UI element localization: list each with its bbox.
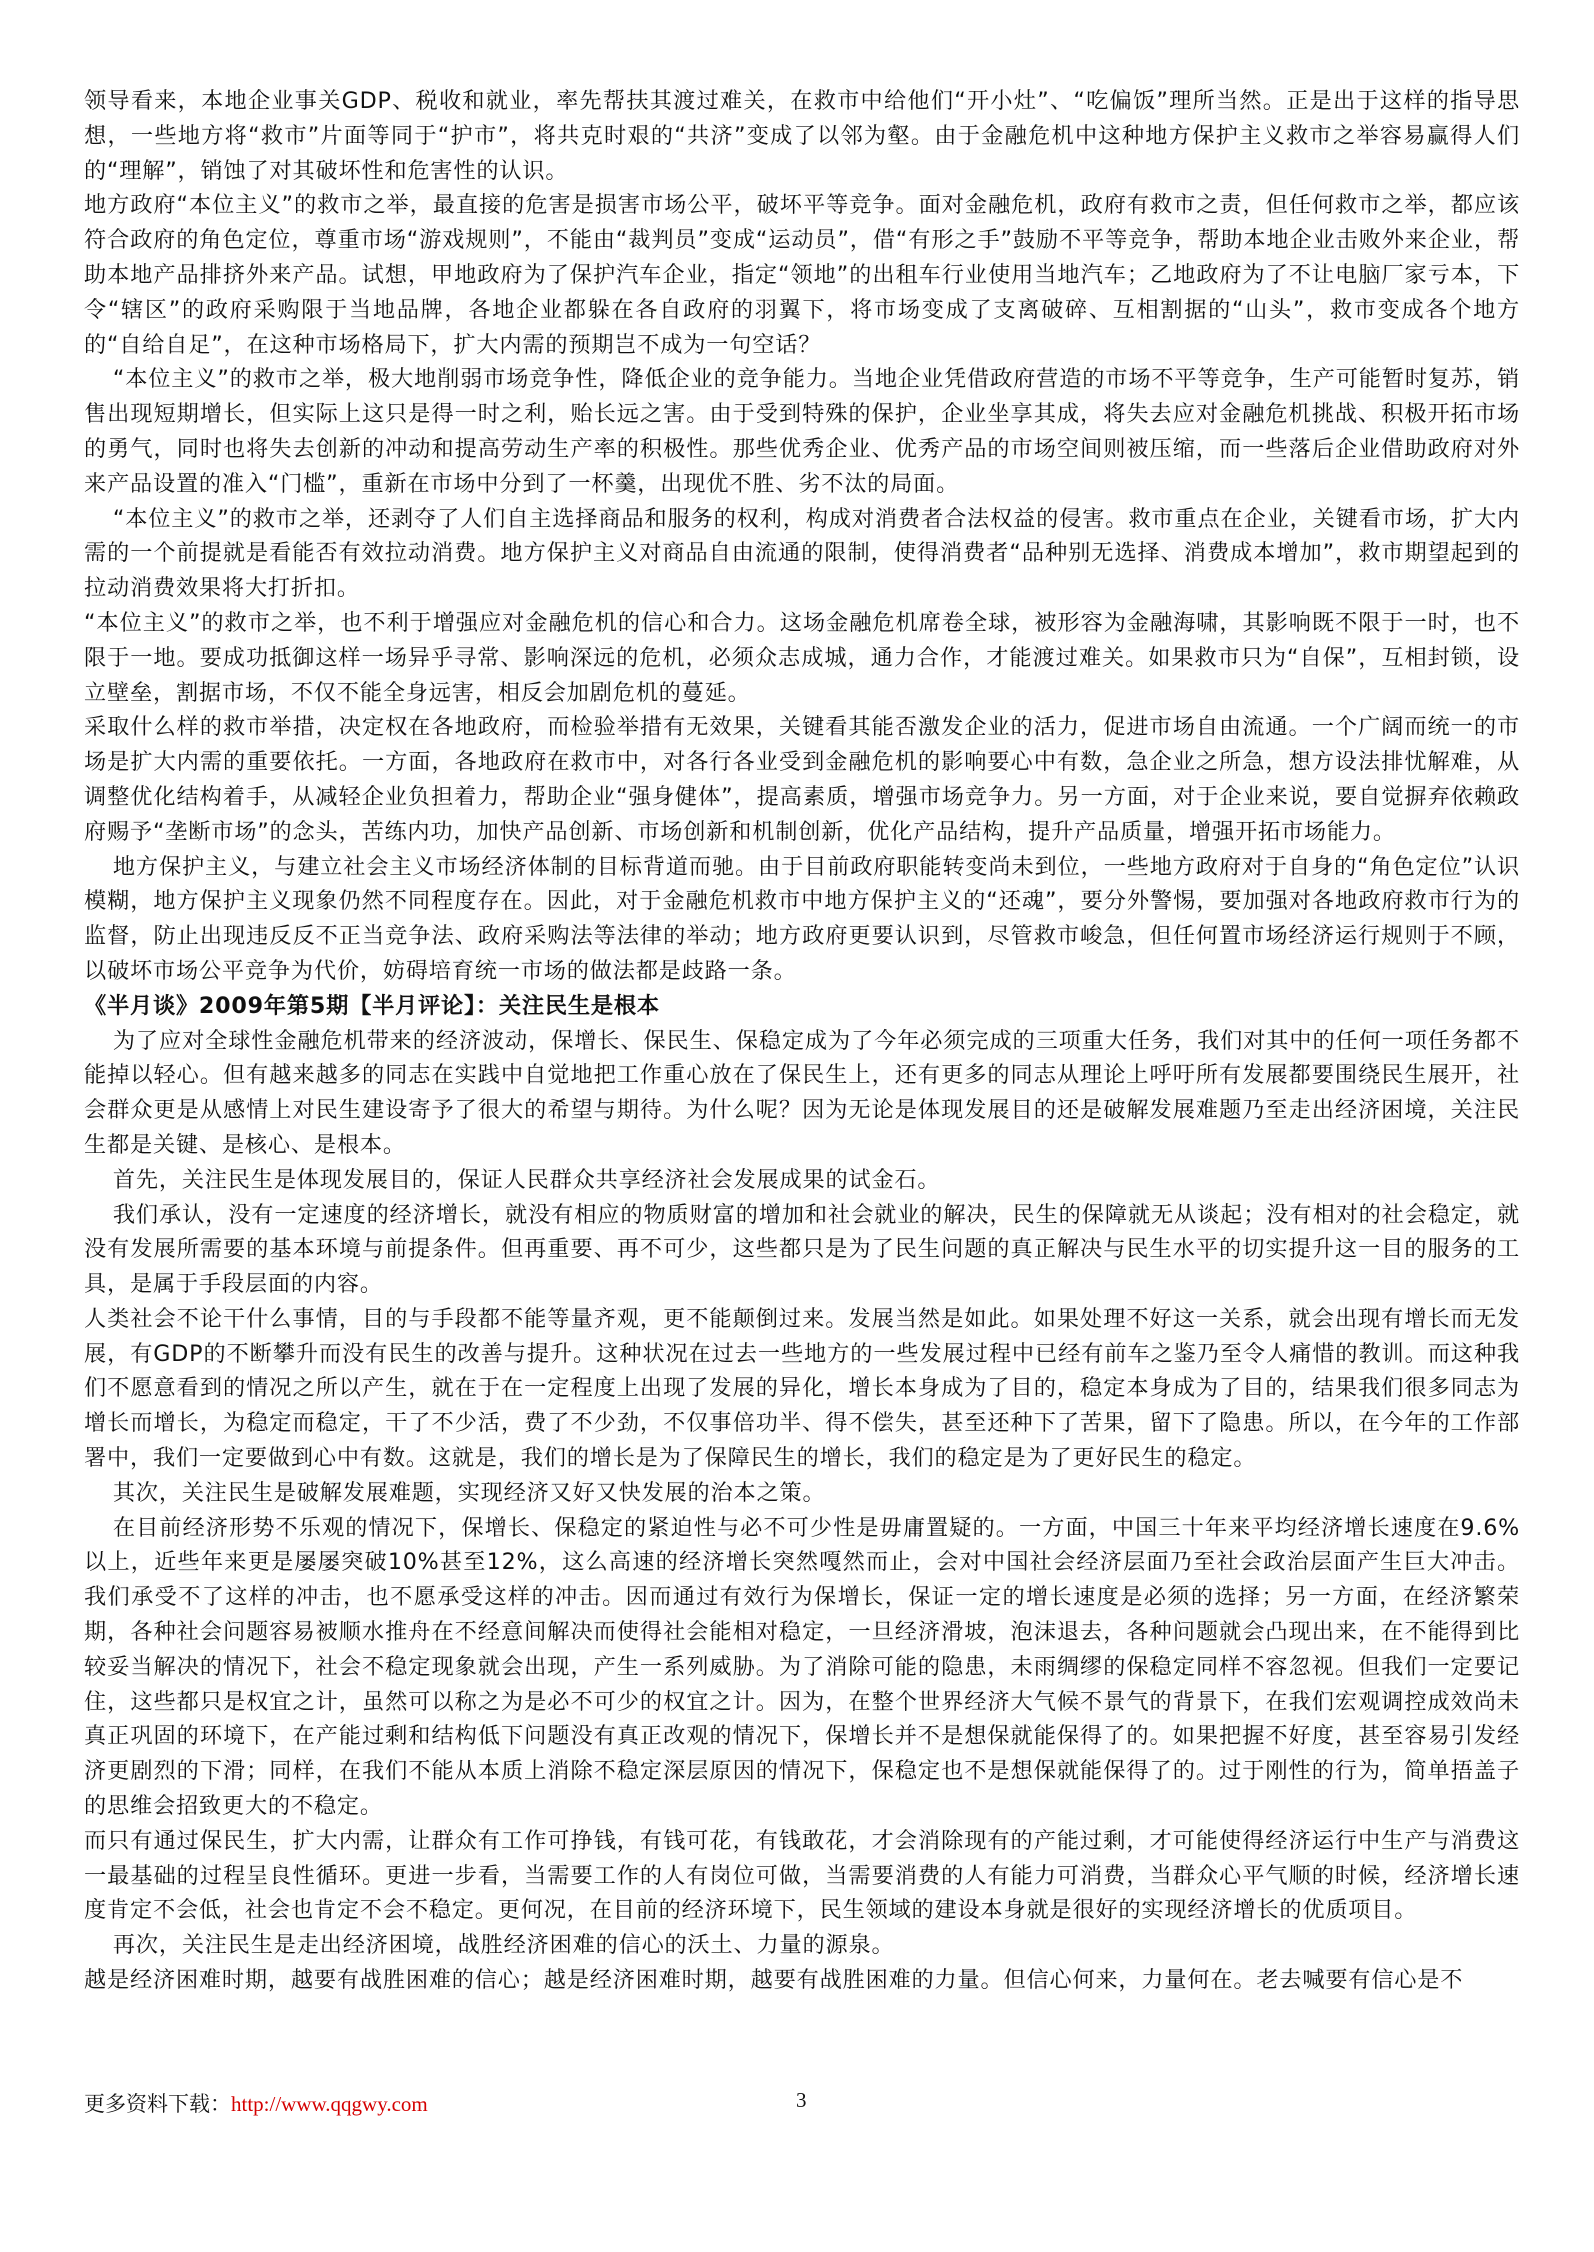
footer-label: 更多资料下载： xyxy=(84,2092,231,2116)
body-paragraph: 再次，关注民生是走出经济困境，战胜经济困难的信心的沃土、力量的源泉。 xyxy=(112,1932,895,1959)
body-paragraph: 而只有通过保民生，扩大内需，让群众有工作可挣钱，有钱可花，有钱敢花，才会消除现有的产能过剩，才可能使得经济运行中生产与消费这一最基础的过程呈良性循环。更进一步看，当需要工作的人有岗位可做，当需要消费的人有能力可消费，当群众心平气顺的时候，经济增长速度肯定不会低，社会也肯定不会不稳定。更何况，在目前的经济环境下，民生领域的建设本身就是很好的实现经济增长的优质项目。 xyxy=(84,1827,1520,1924)
page-footer xyxy=(84,2088,1520,2128)
body-paragraph: 为了应对全球性金融危机带来的经济波动，保增长、保民生、保稳定成为了今年必须完成的三项重大任务，我们对其中的任何一项任务都不能掉以轻心。但有越来越多的同志在实践中自觉地把工作重心放在了保民生上，还有更多的同志从理论上呼吁所有发展都要围绕民生展开，社会群众更是从感情上对民生建设寄予了很大的希望与期待。为什么呢？因为无论是体现发展目的还是破解发展难题乃至走出经济困境，关注民生都是关键、是核心、是根本。 xyxy=(84,1027,1520,1158)
page-number: 3 xyxy=(796,2088,807,2112)
body-paragraph: 人类社会不论干什么事情，目的与手段都不能等量齐观，更不能颠倒过来。发展当然是如此。如果处理不好这一关系，就会出现有增长而无发展，有GDP的不断攀升而没有民生的改善与提升。这种状况在过去一些地方的一些发展过程中已经有前车之鉴乃至令人痛惜的教训。而这种我们不愿意看到的情况之所以产生，就在于在一定程度上出现了发展的异化，增长本身成为了目的，稳定本身成为了目的，结果我们很多同志为增长而增长，为稳定而稳定，干了不少活，费了不少劲，不仅事倍功半、得不偿失，甚至还种下了苦果，留下了隐患。所以，在今年的工作部署中，我们一定要做到心中有数。这就是，我们的增长是为了保障民生的增长，我们的稳定是为了更好民生的稳定。 xyxy=(84,1305,1520,1472)
body-paragraph: 地方政府“本位主义”的救市之举，最直接的危害是损害市场公平，破坏平等竞争。面对金融危机，政府有救市之责，但任何救市之举，都应该符合政府的角色定位，尊重市场“游戏规则”，不能由“裁判员”变成“运动员”，借“有形之手”鼓励不平等竞争，帮助本地企业击败外来企业，帮助本地产品排挤外来产品。试想，甲地政府为了保护汽车企业，指定“领地”的出租车行业使用当地汽车；乙地政府为了不让电脑厂家亏本，下令“辖区”的政府采购限于当地品牌，各地企业都躲在各自政府的羽翼下，将市场变成了支离破碎、互相割据的“山头”，救市变成各个地方的“自给自足”，在这种市场格局下，扩大内需的预期岂不成为一句空话？ xyxy=(84,192,1520,358)
body-paragraph: “本位主义”的救市之举，极大地削弱市场竞争性，降低企业的竞争能力。当地企业凭借政府营造的市场不平等竞争，生产可能暂时复苏，销售出现短期增长，但实际上这只是得一时之利，贻长远之害。由于受到特殊的保护，企业坐享其成，将失去应对金融危机挑战、积极开拓市场的勇气，同时也将失去创新的冲动和提高劳动生产率的积极性。那些优秀企业、优秀产品的市场空间则被压缩，而一些落后企业借助政府对外来产品设置的准入“门槛”，重新在市场中分到了一杯羹，出现优不胜、劣不汰的局面。 xyxy=(84,366,1520,497)
body-paragraph: 采取什么样的救市举措，决定权在各地政府，而检验举措有无效果，关键看其能否激发企业的活力，促进市场自由流通。一个广阔而统一的市场是扩大内需的重要依托。一方面，各地政府在救市中，对各行各业受到金融危机的影响要心中有数，急企业之所急，想方设法排忧解难，从调整优化结构着手，从减轻企业负担着力，帮助企业“强身健体”，提高素质，增强市场竞争力。另一方面，对于企业来说，要自觉摒弃依赖政府赐予“垄断市场”的念头，苦练内功，加快产品创新、市场创新和机制创新，优化产品结构，提升产品质量，增强开拓市场能力。 xyxy=(84,714,1520,845)
body-paragraph: “本位主义”的救市之举，也不利于增强应对金融危机的信心和合力。这场金融危机席卷全球，被形容为金融海啸，其影响既不限于一时，也不限于一地。要成功抵御这样一场异乎寻常、影响深远的危机，必须众志成城，通力合作，才能渡过难关。如果救市只为“自保”，互相封锁，设立壁垒，割据市场，不仅不能全身远害，相反会加剧危机的蔓延。 xyxy=(84,609,1520,706)
article-body xyxy=(84,84,1520,1998)
body-paragraph: 首先，关注民生是体现发展目的，保证人民群众共享经济社会发展成果的试金石。 xyxy=(112,1166,941,1193)
section-heading: 《半月谈》2009年第5期【半月评论】：关注民生是根本 xyxy=(84,992,660,1019)
body-paragraph: 我们承认，没有一定速度的经济增长，就没有相应的物质财富的增加和社会就业的解决，民生的保障就无从谈起；没有相对的社会稳定，就没有发展所需要的基本环境与前提条件。但再重要、再不可少，这些都只是为了民生问题的真正解决与民生水平的切实提升这一目的服务的工具，是属于手段层面的内容。 xyxy=(84,1201,1520,1298)
body-paragraph: 越是经济困难时期，越要有战胜困难的信心；越是经济困难时期，越要有战胜困难的力量。但信心何来，力量何在。老去喊要有信心是不 xyxy=(84,1967,1464,1994)
body-paragraph: 地方保护主义，与建立社会主义市场经济体制的目标背道而驰。由于目前政府职能转变尚未到位，一些地方政府对于自身的“角色定位”认识模糊，地方保护主义现象仍然不同程度存在。因此，对于金融危机救市中地方保护主义的“还魂”，要分外警惕，要加强对各地政府救市行为的监督，防止出现违反反不正当竞争法、政府采购法等法律的举动；地方政府更要认识到，尽管救市峻急，但任何置市场经济运行规则于不顾，以破坏市场公平竞争为代价，妨碍培育统一市场的做法都是歧路一条。 xyxy=(84,853,1520,984)
footer-link[interactable]: http://www.qqgwy.com xyxy=(231,2092,428,2116)
body-paragraph: “本位主义”的救市之举，还剥夺了人们自主选择商品和服务的权利，构成对消费者合法权益的侵害。救市重点在企业，关键看市场，扩大内需的一个前提就是看能否有效拉动消费。地方保护主义对商品自由流通的限制，使得消费者“品种别无选择、消费成本增加”，救市期望起到的拉动消费效果将大打折扣。 xyxy=(84,505,1520,602)
footer-label-group xyxy=(84,2088,428,2118)
body-paragraph: 其次，关注民生是破解发展难题，实现经济又好又快发展的治本之策。 xyxy=(112,1479,826,1506)
body-paragraph: 领导看来，本地企业事关GDP、税收和就业，率先帮扶其渡过难关，在救市中给他们“开小灶”、“吃偏饭”理所当然。正是出于这样的指导思想，一些地方将“救市”片面等同于“护市”，将共克时艰的“共济”变成了以邻为壑。由于金融危机中这种地方保护主义救市之举容易赢得人们的“理解”，销蚀了对其破坏性和危害性的认识。 xyxy=(84,88,1520,184)
body-paragraph: 在目前经济形势不乐观的情况下，保增长、保稳定的紧迫性与必不可少性是毋庸置疑的。一方面，中国三十年来平均经济增长速度在9.6%以上，近些年来更是屡屡突破10%甚至12%，这么高速的经济增长突然嘎然而止，会对中国社会经济层面乃至社会政治层面产生巨大冲击。我们承受不了这样的冲击，也不愿承受这样的冲击。因而通过有效行为保增长，保证一定的增长速度是必须的选择；另一方面，在经济繁荣期，各种社会问题容易被顺水推舟在不经意间解决而使得社会能相对稳定，一旦经济滑坡，泡沫退去，各种问题就会凸现出来，在不能得到比较妥当解决的情况下，社会不稳定现象就会出现，产生一系列威胁。为了消除可能的隐患，未雨绸缪的保稳定同样不容忽视。但我们一定要记住，这些都只是权宜之计，虽然可以称之为是必不可少的权宜之计。因为，在整个世界经济大气候不景气的背景下，在我们宏观调控成效尚未真正巩固的环境下，在产能过剩和结构低下问题没有真正改观的情况下，保增长并不是想保就能保得了的。如果把握不好度，甚至容易引发经济更剧烈的下滑；同样，在我们不能从本质上消除不稳定深层原因的情况下，保稳定也不是想保就能保得了的。过于刚性的行为，简单捂盖子的思维会招致更大的不稳定。 xyxy=(84,1514,1520,1820)
